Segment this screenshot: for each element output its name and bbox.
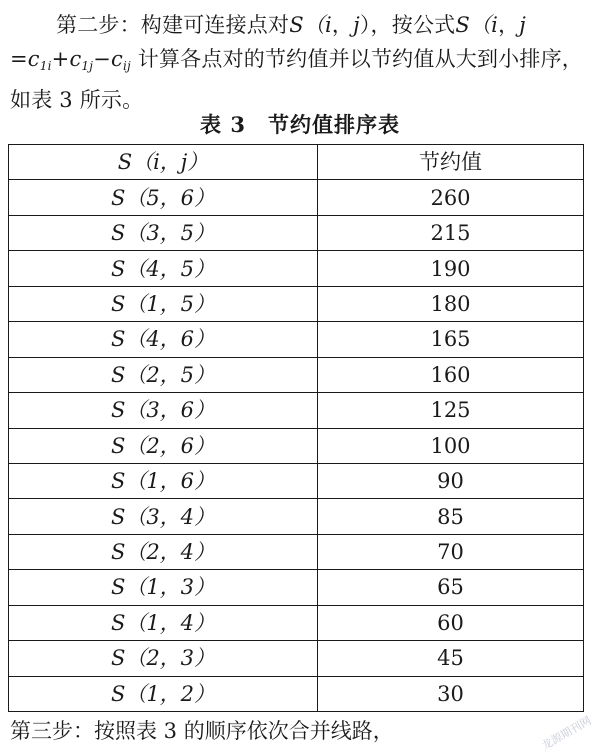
formula-c1-sub: 1i: [39, 59, 52, 73]
line1-sep2: ，: [498, 13, 520, 37]
pair-cell: [9, 180, 318, 215]
line1-j2: j: [519, 13, 526, 37]
pair-cell: [9, 605, 318, 640]
pair-label: S（4，5）: [110, 256, 216, 281]
line2-rest: 计算各点对的节约值并以节约值从大到小排序，: [130, 47, 583, 71]
paragraph-line-3: 如表 3 所示。: [10, 88, 144, 112]
intro-paragraph: [10, 8, 590, 117]
watermark-logo: 龙源期刊网: [539, 713, 594, 753]
table-row: [9, 499, 584, 534]
savings-value-cell: 65: [318, 570, 584, 605]
pair-cell: [9, 251, 318, 286]
table-row: [9, 393, 584, 428]
pair-label: S（2，3）: [110, 646, 216, 671]
table-row: [9, 357, 584, 392]
formula-c3-sub: ij: [122, 59, 131, 73]
table-row: [9, 605, 584, 640]
pair-cell: [9, 570, 318, 605]
header-savings: 节约值: [318, 145, 584, 180]
formula-c1: c: [27, 47, 40, 71]
savings-value-cell: 30: [318, 676, 584, 711]
formula-eq: =: [10, 47, 28, 71]
savings-value-cell: 190: [318, 251, 584, 286]
table-row: [9, 463, 584, 498]
pair-cell: [9, 428, 318, 463]
table-row: [9, 251, 584, 286]
table-row: [9, 180, 584, 215]
line1-i2: i: [491, 13, 499, 37]
pair-label: S（1，3）: [110, 575, 216, 600]
pair-cell: [9, 499, 318, 534]
formula-minus: −: [93, 47, 111, 71]
pair-label: S（2，6）: [110, 433, 216, 458]
line1-s: S（: [289, 13, 325, 37]
savings-value-cell: 165: [318, 322, 584, 357]
table-row: [9, 534, 584, 569]
savings-value-cell: 45: [318, 641, 584, 676]
table-row: [9, 322, 584, 357]
savings-value-cell: 160: [318, 357, 584, 392]
table-row: [9, 641, 584, 676]
savings-value-cell: 70: [318, 534, 584, 569]
formula-c2-sub: 1j: [81, 59, 94, 73]
line1-j: j: [353, 13, 360, 37]
pair-cell: [9, 286, 318, 321]
pair-label: S（4，6）: [110, 327, 216, 352]
line1-s2: S（: [455, 13, 492, 37]
table-row: [9, 676, 584, 711]
pair-cell: [9, 534, 318, 569]
formula-c2: c: [69, 47, 82, 71]
pair-cell: [9, 322, 318, 357]
pair-cell: [9, 463, 318, 498]
formula-plus: +: [51, 47, 70, 71]
pair-cell: [9, 393, 318, 428]
table-row: [9, 570, 584, 605]
line1-text: 第二步：构建可连接点对: [56, 13, 290, 37]
table-row: [9, 215, 584, 250]
savings-value-cell: 125: [318, 393, 584, 428]
next-paragraph-line: 第三步：按照表 3 的顺序依次合并线路，: [10, 719, 394, 743]
savings-value-cell: 180: [318, 286, 584, 321]
paragraph-line-1: [10, 8, 590, 42]
pair-cell: [9, 641, 318, 676]
pair-cell: [9, 676, 318, 711]
header-pair: [9, 145, 318, 180]
pair-label: S（3，6）: [110, 398, 216, 423]
pair-label: S（2，5）: [110, 362, 216, 387]
pair-label: S（3，5）: [110, 221, 216, 246]
savings-value-cell: 90: [318, 463, 584, 498]
header-pair-label: S（i，j）: [117, 150, 209, 175]
table-row: [9, 428, 584, 463]
table-header-row: [9, 145, 584, 180]
pair-label: S（1，2）: [110, 681, 216, 706]
savings-value-cell: 260: [318, 180, 584, 215]
table-caption: 表 3 节约值排序表: [200, 112, 400, 137]
savings-value-cell: 60: [318, 605, 584, 640]
pair-label: S（1，4）: [110, 610, 216, 635]
savings-value-cell: 85: [318, 499, 584, 534]
pair-label: S（5，6）: [110, 185, 216, 210]
line1-close: ），按公式: [359, 13, 456, 37]
savings-value-cell: 100: [318, 428, 584, 463]
pair-cell: [9, 357, 318, 392]
pair-label: S（3，4）: [110, 504, 216, 529]
pair-cell: [9, 215, 318, 250]
savings-table: [8, 144, 584, 712]
line1-sep: ，: [331, 13, 354, 37]
line1-i: i: [325, 13, 332, 37]
pair-label: S（2，4）: [110, 540, 216, 565]
formula-c3: c: [110, 47, 123, 71]
savings-value-cell: 215: [318, 215, 584, 250]
paragraph-line-2: [10, 42, 590, 83]
pair-label: S（1，5）: [110, 291, 216, 316]
table-row: [9, 286, 584, 321]
pair-label: S（1，6）: [110, 469, 216, 494]
